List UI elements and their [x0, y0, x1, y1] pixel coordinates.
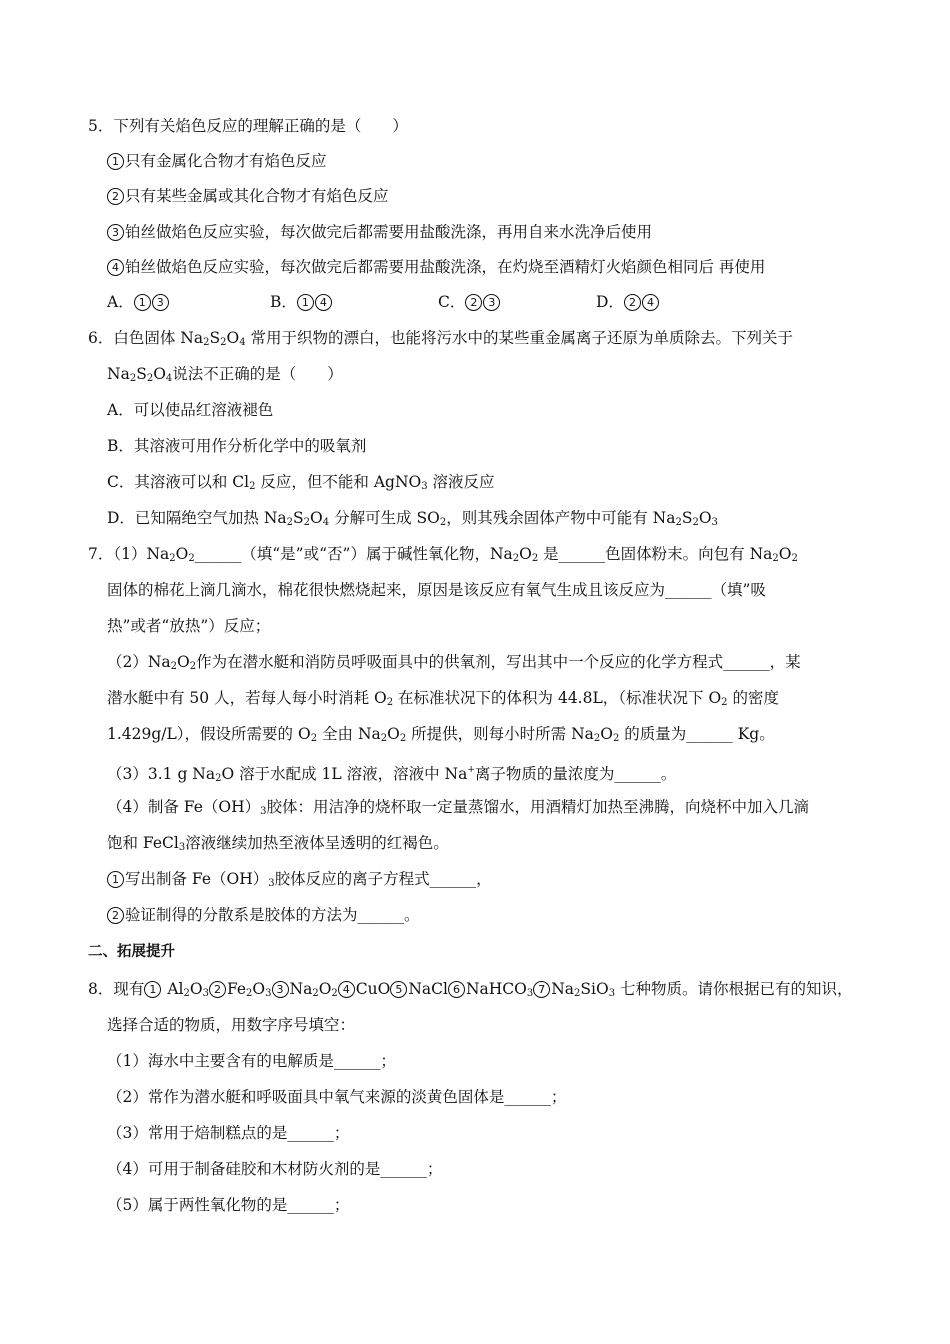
circled-number: 3 [107, 224, 124, 241]
q5-stem: 5．下列有关焰色反应的理解正确的是（ ） [88, 117, 408, 135]
q5-item-2: 2 只有某些金属或其化合物才有焰色反应 [107, 186, 389, 206]
q7-part2-line-2: 潜水艇中有 50 人，若每人每小时消耗 $O_2$ 在标准状况下的体积为 44.8L，（标准状况下 $O_2$ 的密度 [107, 689, 779, 708]
q8-sub-3: （3）常用于焙制糕点的是______； [107, 1124, 350, 1142]
q7-part1-line-2: 固体的棉花上滴几滴水，棉花很快燃烧起来，原因是该反应有氧气生成且该反应为______（填”吸 [107, 581, 766, 599]
q8-sub-1: （1）海水中主要含有的电解质是______； [107, 1052, 396, 1070]
q7-part1-line-3: 热”或者“放热”）反应； [107, 617, 271, 635]
q7-part2-line-1: $(2)Na_2O_2$作为在潜水艇和消防员呼吸面具中的供氧剂，写出其中一个反应的化学方程式______，某 [107, 653, 801, 672]
circled-number: 1 [107, 153, 124, 170]
q7-part4-line-2: 饱和 FeCl$_3$溶液继续加热至液体呈透明的红褐色。 [107, 834, 449, 853]
q7-part3: （3）3.1 g $Na_2O$ 溶于水配成 1L 溶液，溶液中 Na+离子物质的量浓度为______。 [107, 765, 677, 784]
q8-sub-2: （2）常作为潜水艇和呼吸面具中氧气来源的淡黄色固体是______； [107, 1088, 567, 1106]
q6-option-c: C．其溶液可以和 $Cl_2$ 反应，但不能和 AgNO$_3$ 溶液反应 [107, 473, 495, 492]
q6-stem-line-1: 6．白色固体 $Na_2S_2O_4$ 常用于织物的漂白，也能将污水中的某些重金属离子还原为单质除去。下列关于 [88, 329, 794, 348]
q7-part2-line-3: 1.429g/L），假设所需要的 $O_2$ 全由 $Na_2O_2$ 所提供，则每小时所需 $Na_2O_2$ 的质量为______ Kg。 [107, 725, 775, 744]
q8-sub-4: （4）可用于制备硅胶和木材防火剂的是______； [107, 1160, 443, 1178]
q5-option-b: B． 1 4 [270, 292, 333, 312]
q8-sub-5: （5）属于两性氧化物的是______； [107, 1196, 350, 1214]
q6-stem-line-2: $Na_2S_2O_4$说法不正确的是（ ） [107, 365, 343, 384]
q7-part4-item-2: 2 验证制得的分散系是胶体的方法为______。 [107, 905, 420, 925]
q8-stem-line-1: 8．现有 1 $Al_2O_3$ 2 $Fe_2O_3$ 3 $Na_2O_2$ 4 CuO 5 NaCl 6 NaHCO$_3$ 7 $Na_2SiO_3$ 七种物质。请你根据已有的知识， [88, 980, 853, 999]
circled-number: 1 [107, 871, 124, 888]
q7-part4-item-1: 1 写出制备 $Fe(OH)_3$胶体反应的离子方程式______， [107, 869, 492, 894]
circled-number: 2 [107, 907, 124, 924]
q6-option-a: A．可以使品红溶液褪色 [107, 401, 274, 419]
q5-option-c: C． 2 3 [438, 292, 501, 312]
q5-item-1: 1 只有金属化合物才有焰色反应 [107, 151, 327, 171]
circled-number: 2 [107, 188, 124, 205]
q6-option-d: D．已知隔绝空气加热 $Na_2S_2O_4$ 分解可生成 $SO_2$，则其残余固体产物中可能有 $Na_2S_2O_3$ [107, 509, 718, 528]
q5-item-3: 3 铂丝做焰色反应实验，每次做完后都需要用盐酸洗涤，再用自来水洗净后使用 [107, 222, 652, 242]
circled-number: 4 [107, 259, 124, 276]
q6-option-b: B．其溶液可用作分析化学中的吸氧剂 [107, 437, 367, 455]
q7-part4-line-1: （4）制备 $Fe(OH)_3$胶体：用洁净的烧杯取一定量蒸馏水，用酒精灯加热至沸腾，向烧杯中加入几滴 [107, 798, 809, 817]
q7-part1-line-1: 7．$(1)Na_2O_2\_\_\_\_\_\_$（填“是”或“否”）属于碱性氧化物，$Na_2O_2$ 是______色固体粉末。向包有 $Na_2O_2$ [88, 545, 798, 564]
q8-stem-line-2: 选择合适的物质，用数字序号填空： [107, 1016, 356, 1034]
section-heading: 二、拓展提升 [88, 944, 175, 960]
q5-option-d: D． 2 4 [596, 292, 660, 312]
q5-option-a: A． 1 3 [107, 292, 170, 312]
q5-item-4: 4 铂丝做焰色反应实验，每次做完后都需要用盐酸洗涤，在灼烧至酒精灯火焰颜色相同后 再使用 [107, 257, 765, 277]
